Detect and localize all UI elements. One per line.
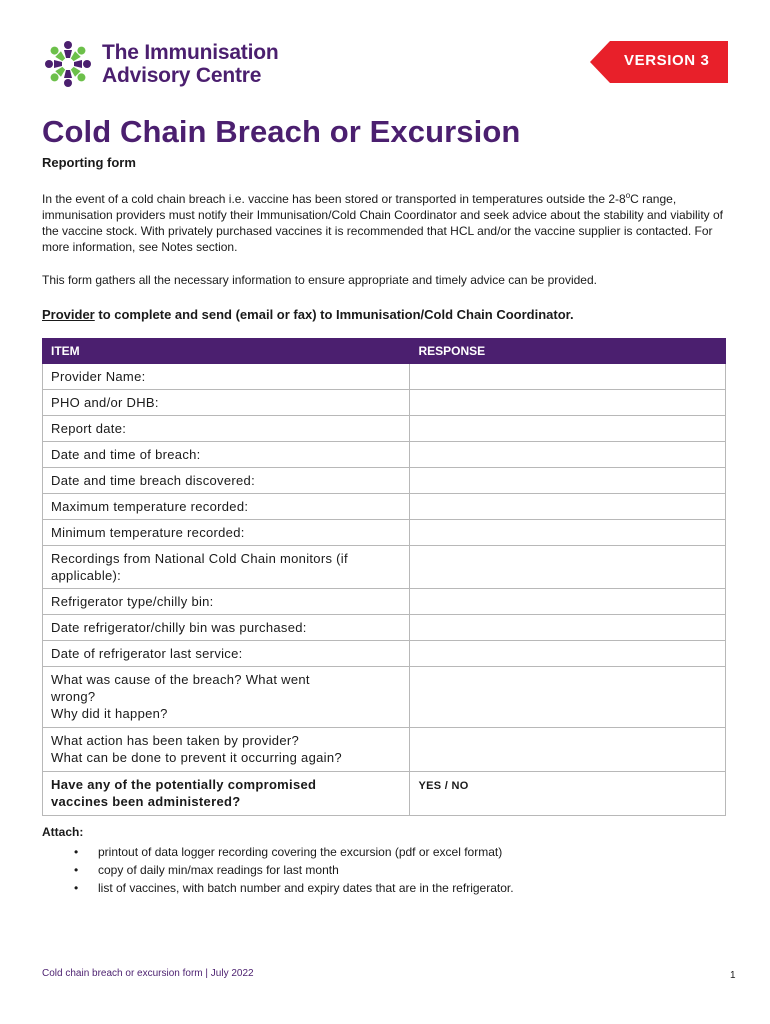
- table-row: [43, 772, 726, 816]
- list-item: [70, 843, 514, 861]
- instruction-rest: to complete and send (email or fax) to Immunisation/Cold Chain Coordinator.: [94, 307, 574, 322]
- degree-superscript: o: [625, 191, 631, 200]
- row-label: [43, 589, 410, 615]
- response-field[interactable]: [410, 589, 726, 615]
- yes-no-response-field[interactable]: [410, 772, 726, 816]
- response-field[interactable]: [410, 615, 726, 641]
- instruction-heading: [42, 307, 574, 322]
- table-row: [43, 494, 726, 520]
- table-row: [43, 442, 726, 468]
- table-row: [43, 416, 726, 442]
- version-label: VERSION 3: [624, 52, 710, 69]
- bullet-icon: •: [74, 845, 79, 859]
- row-label: [43, 546, 410, 589]
- row-label-line: Date refrigerator/chilly bin was purchased:: [51, 620, 307, 635]
- logo-line-1: The Immunisation: [102, 41, 279, 64]
- table-row: [43, 520, 726, 546]
- row-label-line: Recordings from National Cold Chain monitors (if: [51, 551, 348, 566]
- attach-list: [70, 843, 514, 897]
- row-label: [43, 772, 410, 816]
- row-label-line: Have any of the potentially compromised: [51, 777, 317, 792]
- row-label-line: Refrigerator type/chilly bin:: [51, 594, 214, 609]
- row-label-line: Report date:: [51, 421, 127, 436]
- row-label: [43, 416, 410, 442]
- intro-text-part-1: In the event of a cold chain breach i.e. vaccine has been stored or transported in temperatures outside the 2-8: [42, 192, 626, 206]
- response-field[interactable]: [410, 468, 726, 494]
- row-label: [43, 520, 410, 546]
- response-field[interactable]: [410, 641, 726, 667]
- row-label: [43, 667, 410, 728]
- bullet-icon: •: [74, 881, 79, 895]
- response-field[interactable]: [410, 546, 726, 589]
- attach-label: Attach:: [42, 825, 84, 839]
- list-item-text: list of vaccines, with batch number and expiry dates that are in the refrigerator.: [98, 881, 514, 895]
- table-row: [43, 468, 726, 494]
- list-item: [70, 861, 514, 879]
- response-field[interactable]: [410, 416, 726, 442]
- row-label-line: Date and time of breach:: [51, 447, 201, 462]
- table-row: [43, 667, 726, 728]
- response-field[interactable]: [410, 728, 726, 772]
- table-row: [43, 390, 726, 416]
- response-field[interactable]: [410, 442, 726, 468]
- page-title: Cold Chain Breach or Excursion: [42, 114, 521, 149]
- row-label-line: Maximum temperature recorded:: [51, 499, 249, 514]
- row-label-line: Why did it happen?: [51, 706, 168, 721]
- page-subtitle: Reporting form: [42, 155, 136, 170]
- intro-paragraph-2: This form gathers all the necessary information to ensure appropriate and timely advice can be provided.: [42, 273, 597, 287]
- row-label: [43, 615, 410, 641]
- row-label-line: What can be done to prevent it occurring again?: [51, 750, 342, 765]
- response-field[interactable]: [410, 494, 726, 520]
- footer-text: Cold chain breach or excursion form | July 2022: [42, 968, 254, 979]
- table-row: [43, 546, 726, 589]
- row-label-line: Provider Name:: [51, 369, 146, 384]
- row-label-line: Date of refrigerator last service:: [51, 646, 243, 661]
- row-label: [43, 641, 410, 667]
- immunisation-logo-icon: [42, 38, 94, 90]
- table-header-row: [43, 339, 726, 364]
- response-field[interactable]: [410, 667, 726, 728]
- page-number: 1: [730, 970, 736, 981]
- list-item-text: printout of data logger recording covering the excursion (pdf or excel format): [98, 845, 503, 859]
- row-label-line: PHO and/or DHB:: [51, 395, 159, 410]
- list-item: [70, 879, 514, 897]
- row-label-line: wrong?: [51, 689, 96, 704]
- response-field[interactable]: [410, 364, 726, 390]
- bullet-icon: •: [74, 863, 79, 877]
- row-label: [43, 390, 410, 416]
- version-badge: [590, 41, 728, 83]
- row-label-line: What was cause of the breach? What went: [51, 672, 310, 687]
- row-label-line: applicable):: [51, 568, 122, 583]
- row-label-line: vaccines been administered?: [51, 794, 241, 809]
- column-header-response: RESPONSE: [410, 339, 726, 364]
- table-row: [43, 641, 726, 667]
- logo: [42, 38, 278, 90]
- intro-paragraph: [42, 188, 728, 255]
- row-label-line: Minimum temperature recorded:: [51, 525, 245, 540]
- row-label: [43, 364, 410, 390]
- row-label-line: What action has been taken by provider?: [51, 733, 300, 748]
- row-label: [43, 728, 410, 772]
- row-label: [43, 468, 410, 494]
- instruction-provider: Provider: [42, 307, 95, 322]
- response-field[interactable]: [410, 390, 726, 416]
- row-label: [43, 494, 410, 520]
- logo-text: [102, 41, 278, 87]
- table-row: [43, 589, 726, 615]
- list-item-text: copy of daily min/max readings for last month: [98, 863, 339, 877]
- response-field[interactable]: [410, 520, 726, 546]
- row-label: [43, 442, 410, 468]
- intro-text-part-2: C range, immunisation providers must notify their Immunisation/Cold Chain Coordinator and seek advice about the stability and viability of the vaccine stock. With privately purchased vaccines it is recommended that HCL and/or the vaccine supplier is contacted. For more information, see Notes section.: [42, 192, 724, 254]
- logo-line-2: Advisory Centre: [102, 64, 262, 87]
- row-label-line: Date and time breach discovered:: [51, 473, 255, 488]
- table-row: [43, 364, 726, 390]
- column-header-item: ITEM: [43, 339, 410, 364]
- table-row: [43, 728, 726, 772]
- table-row: [43, 615, 726, 641]
- yes-no-label[interactable]: YES / NO: [418, 780, 469, 792]
- breach-report-table: [42, 338, 726, 816]
